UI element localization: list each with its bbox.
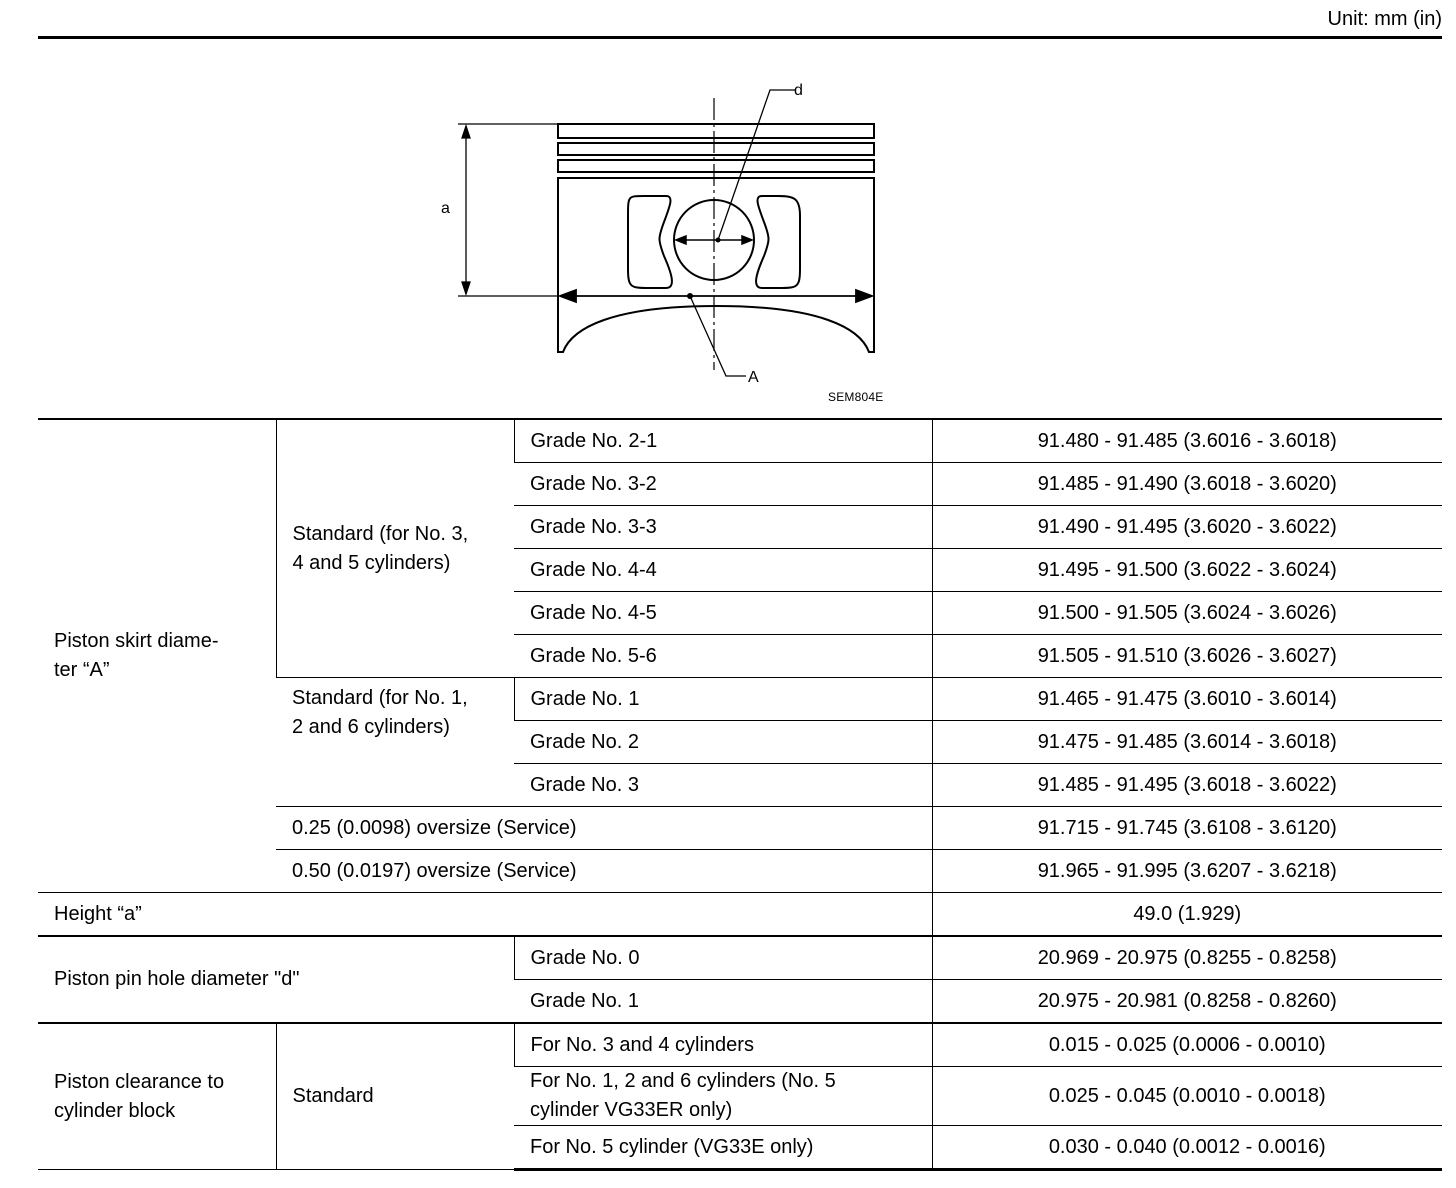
value-cell: 0.015 - 0.025 (0.0006 - 0.0010) xyxy=(932,1023,1442,1067)
grade-cell: Grade No. 2 xyxy=(514,721,932,764)
leader-d xyxy=(718,90,796,240)
grade-cell: Grade No. 2-1 xyxy=(514,419,932,463)
figure-code: SEM804E xyxy=(828,390,884,404)
value-cell: 20.975 - 20.981 (0.8258 - 0.8260) xyxy=(932,980,1442,1024)
grade-cell: Grade No. 1 xyxy=(514,980,932,1024)
pinhole-label: Piston pin hole diameter "d" xyxy=(38,936,514,1023)
height-label: Height “a” xyxy=(38,893,932,937)
unit-label: Unit: mm (in) xyxy=(1327,8,1442,30)
cond-cell: For No. 5 cylinder (VG33E only) xyxy=(514,1126,932,1170)
grade-cell: Grade No. 3-2 xyxy=(514,463,932,506)
table-row xyxy=(38,1023,1442,1067)
value-cell: 91.505 - 91.510 (3.6026 - 3.6027) xyxy=(932,635,1442,678)
table-row xyxy=(38,893,1442,937)
value-cell: 91.490 - 91.495 (3.6020 - 3.6022) xyxy=(932,506,1442,549)
oversize-label: 0.50 (0.0197) oversize (Service) xyxy=(276,850,932,893)
value-cell: 49.0 (1.929) xyxy=(932,893,1442,937)
value-cell: 20.969 - 20.975 (0.8255 - 0.8258) xyxy=(932,936,1442,980)
cond-cell: For No. 1, 2 and 6 cylinders (No. 5 cylinder VG33ER only) xyxy=(514,1067,932,1126)
top-rule xyxy=(38,36,1442,39)
value-cell: 0.030 - 0.040 (0.0012 - 0.0016) xyxy=(932,1126,1442,1170)
grade-cell: Grade No. 4-5 xyxy=(514,592,932,635)
clearance-standard: Standard xyxy=(276,1023,514,1170)
grade-cell: Grade No. 3 xyxy=(514,764,932,807)
cond-cell: For No. 3 and 4 cylinders xyxy=(514,1023,932,1067)
grade-cell: Grade No. 0 xyxy=(514,936,932,980)
leader-A xyxy=(690,296,746,376)
clearance-label: Piston clearance to cylinder block xyxy=(38,1023,276,1170)
boss-right xyxy=(756,196,800,288)
value-cell: 91.715 - 91.745 (3.6108 - 3.6120) xyxy=(932,807,1442,850)
value-cell: 91.495 - 91.500 (3.6022 - 3.6024) xyxy=(932,549,1442,592)
value-cell: 91.475 - 91.485 (3.6014 - 3.6018) xyxy=(932,721,1442,764)
std126-label: Standard (for No. 1, 2 and 6 cylinders) xyxy=(276,678,514,807)
skirt-label: Piston skirt diame- ter “A” xyxy=(38,419,276,893)
piston-body xyxy=(558,178,874,352)
spec-table xyxy=(38,418,1442,1171)
ring-land-3 xyxy=(558,160,874,172)
piston-diagram xyxy=(420,70,900,415)
value-cell: 91.965 - 91.995 (3.6207 - 3.6218) xyxy=(932,850,1442,893)
label-A: A xyxy=(748,369,759,386)
ring-land-1 xyxy=(558,124,874,138)
value-cell: 91.465 - 91.475 (3.6010 - 3.6014) xyxy=(932,678,1442,721)
grade-cell: Grade No. 3-3 xyxy=(514,506,932,549)
label-d: d xyxy=(794,82,803,99)
grade-cell: Grade No. 1 xyxy=(514,678,932,721)
value-cell: 91.500 - 91.505 (3.6024 - 3.6026) xyxy=(932,592,1442,635)
grade-cell: Grade No. 5-6 xyxy=(514,635,932,678)
label-a: a xyxy=(441,200,450,217)
value-cell: 91.485 - 91.490 (3.6018 - 3.6020) xyxy=(932,463,1442,506)
table-row xyxy=(38,419,1442,463)
oversize-label: 0.25 (0.0098) oversize (Service) xyxy=(276,807,932,850)
ring-land-2 xyxy=(558,143,874,155)
boss-left xyxy=(628,196,672,288)
value-cell: 91.480 - 91.485 (3.6016 - 3.6018) xyxy=(932,419,1442,463)
value-cell: 91.485 - 91.495 (3.6018 - 3.6022) xyxy=(932,764,1442,807)
std35-label: Standard (for No. 3, 4 and 5 cylinders) xyxy=(276,419,514,678)
grade-cell: Grade No. 4-4 xyxy=(514,549,932,592)
value-cell: 0.025 - 0.045 (0.0010 - 0.0018) xyxy=(932,1067,1442,1126)
table-row xyxy=(38,936,1442,980)
